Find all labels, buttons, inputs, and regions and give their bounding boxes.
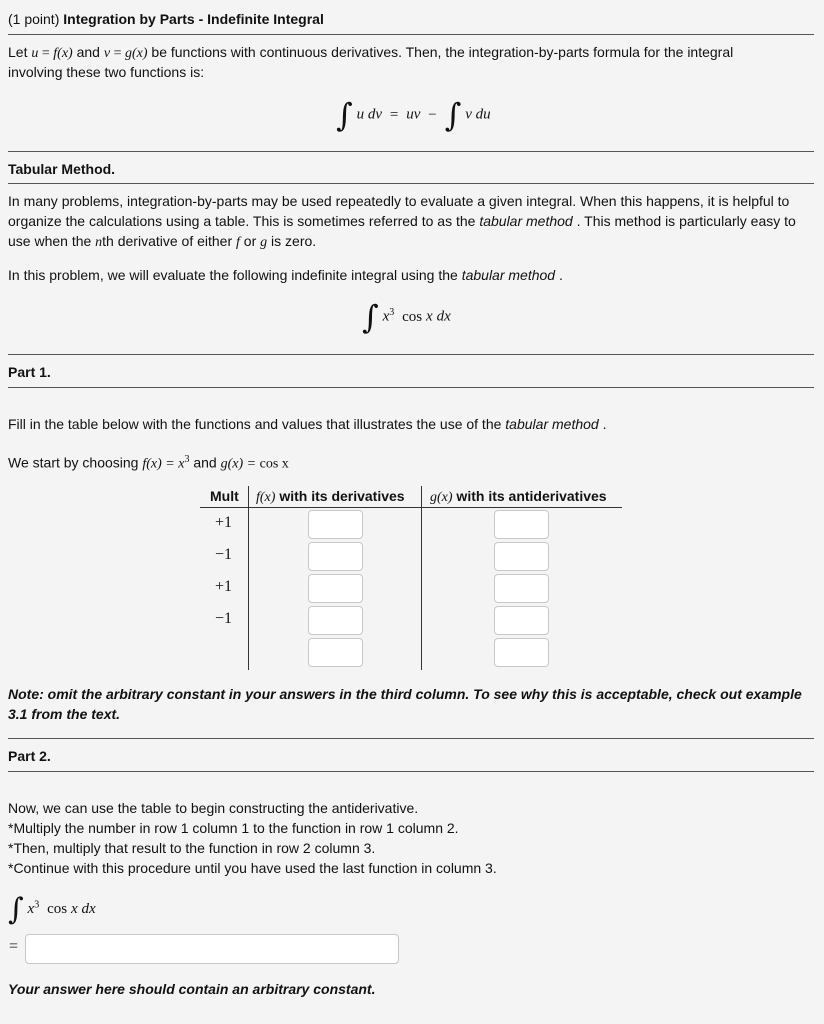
integral-sign: ∫	[362, 298, 379, 336]
g-input-row-3[interactable]	[494, 574, 549, 603]
f-input-row-4[interactable]	[308, 606, 363, 635]
sign-row-3: +1	[215, 578, 233, 595]
divider	[8, 183, 814, 184]
sign-row-2: −1	[215, 546, 233, 563]
f-input-row-2[interactable]	[308, 542, 363, 571]
sign-row-1: +1	[215, 514, 233, 531]
g-input-row-4[interactable]	[494, 606, 549, 635]
col-f-header: f(x) with its derivatives	[256, 488, 405, 505]
table-column-rule	[248, 486, 249, 670]
tabular-text-3: use when the nth derivative of either f or g is zero.	[8, 233, 317, 250]
integral-sign: ∫	[8, 892, 24, 927]
g-input-row-1[interactable]	[494, 510, 549, 539]
divider	[8, 738, 814, 739]
part1-start: We start by choosing $f(x) = x^3$ and g(x) = cos x	[8, 454, 289, 472]
divider	[8, 354, 814, 355]
table-column-rule	[421, 486, 422, 670]
g-input-row-2[interactable]	[494, 542, 549, 571]
f-input-row-1[interactable]	[308, 510, 363, 539]
part2-integral: ∫ $x^3$ cos x dx	[8, 892, 96, 927]
part1-heading: Part 1.	[8, 364, 51, 380]
divider	[8, 34, 814, 35]
tabular-text-1: In many problems, integration-by-parts may be used repeatedly to evaluate a given integral. When this happens, it is helpful to	[8, 193, 790, 209]
note-line-1: Note: omit the arbitrary constant in your answers in the third column. To see why this is acceptable, check out example	[8, 686, 802, 702]
col-g-header: g(x) with its antiderivatives	[430, 488, 607, 505]
part2-heading: Part 2.	[8, 748, 51, 764]
part2-line-2: *Multiply the number in row 1 column 1 to the function in row 1 column 2.	[8, 820, 459, 836]
ibp-formula: ∫ u dv = uv − ∫ v du	[336, 96, 491, 134]
tabular-text-4: In this problem, we will evaluate the following indefinite integral using the tabular method .	[8, 267, 563, 283]
f-input-row-3[interactable]	[308, 574, 363, 603]
antiderivative-answer-input[interactable]	[25, 934, 399, 964]
f-input-row-5[interactable]	[308, 638, 363, 667]
intro-line-1: Let u = f(x) and v = g(x) be functions with continuous derivatives. Then, the integration-by-parts formula for the integral	[8, 44, 734, 61]
problem-title: Integration by Parts - Indefinite Integral	[63, 11, 324, 27]
tabular-text-2: organize the calculations using a table. This is sometimes referred to as the tabular method . This method is particularly easy to	[8, 213, 796, 229]
sign-row-4: −1	[215, 610, 233, 627]
equals-sign: =	[9, 938, 19, 955]
integral-sign: ∫	[444, 96, 462, 134]
part2-line-3: *Then, multiply that result to the function in row 2 column 3.	[8, 840, 376, 856]
divider	[8, 771, 814, 772]
target-integral: ∫ $x^3$ cos x dx	[362, 298, 451, 336]
g-input-row-5[interactable]	[494, 638, 549, 667]
note-line-2: 3.1 from the text.	[8, 706, 121, 722]
integral-sign: ∫	[336, 96, 353, 134]
intro-line-2: involving these two functions is:	[8, 64, 205, 80]
points-label: (1 point)	[8, 11, 60, 27]
part2-line-1: Now, we can use the table to begin constructing the antiderivative.	[8, 800, 419, 816]
problem-header	[8, 9, 324, 29]
divider	[8, 387, 814, 388]
tabular-heading: Tabular Method.	[8, 161, 116, 177]
final-note: Your answer here should contain an arbitrary constant.	[8, 981, 376, 997]
divider	[8, 151, 814, 152]
table-header-rule	[200, 507, 622, 508]
part2-line-4: *Continue with this procedure until you have used the last function in column 3.	[8, 860, 497, 876]
col-mult-header: Mult	[210, 488, 239, 504]
tabular-table	[200, 486, 622, 672]
part1-instructions: Fill in the table below with the functions and values that illustrates the use of the tabular method .	[8, 416, 607, 432]
